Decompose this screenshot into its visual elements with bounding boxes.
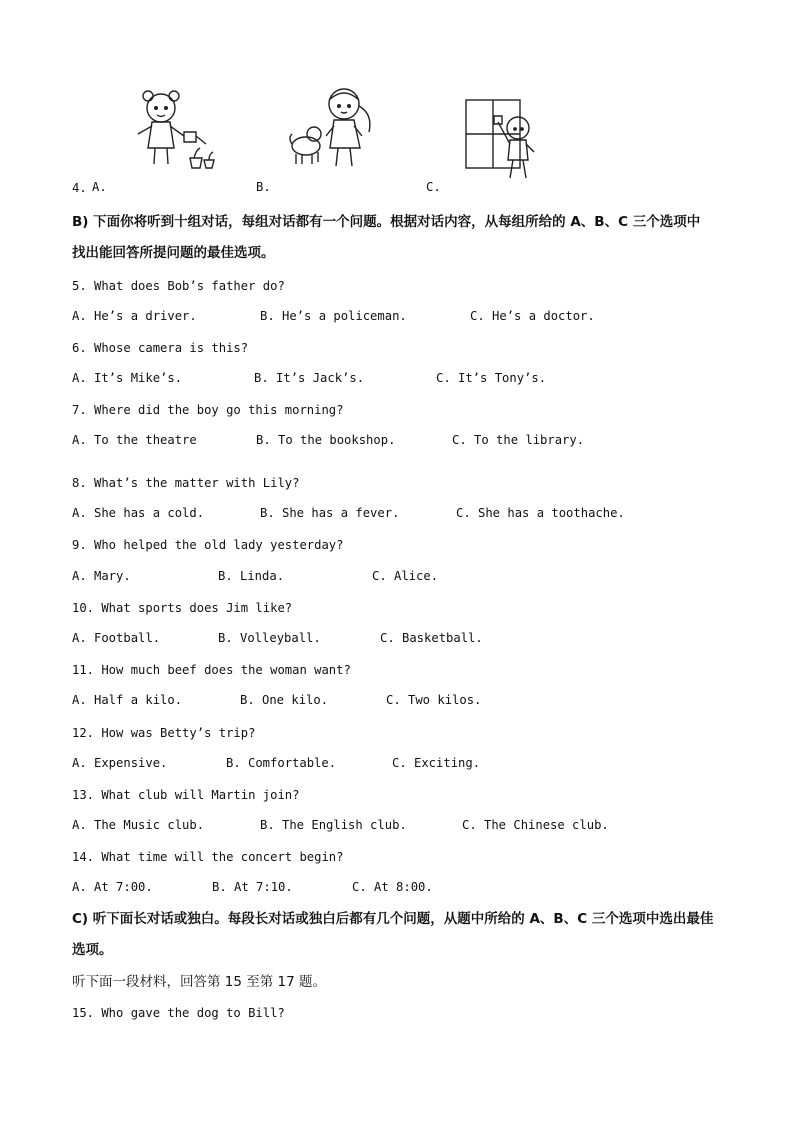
q9-option-a[interactable]: A. Mary. [72, 569, 131, 583]
girl-watering-plants-picture [128, 86, 218, 182]
q12-option-b[interactable]: B. Comfortable. [226, 756, 337, 770]
q9-option-b[interactable]: B. Linda. [218, 569, 285, 583]
q5-option-b[interactable]: B. He’s a policeman. [260, 309, 407, 323]
q12-option-c[interactable]: C. Exciting. [392, 756, 481, 770]
q7-option-b[interactable]: B. To the bookshop. [256, 433, 396, 447]
girl-with-dog-picture [288, 84, 384, 174]
q5-option-c[interactable]: C. He’s a doctor. [470, 309, 595, 323]
picture-option-a[interactable]: A. [92, 180, 107, 194]
q13-option-a[interactable]: A. The Music club. [72, 818, 205, 832]
q13-option-b[interactable]: B. The English club. [260, 818, 407, 832]
q11-option-b[interactable]: B. One kilo. [240, 693, 329, 707]
q10-option-a[interactable]: A. Football. [72, 631, 161, 645]
q11-option-c[interactable]: C. Two kilos. [386, 693, 482, 707]
question-15: 15. Who gave the dog to Bill? [72, 1006, 285, 1020]
section-c-heading-cont: 选项。 [72, 942, 113, 958]
girl-cleaning-window-picture [464, 98, 544, 184]
q6-option-c[interactable]: C. It’s Tony’s. [436, 371, 547, 385]
q14-option-c[interactable]: C. At 8:00. [352, 880, 433, 894]
q10-option-b[interactable]: B. Volleyball. [218, 631, 321, 645]
question-14: 14. What time will the concert begin? [72, 850, 344, 864]
q7-option-c[interactable]: C. To the library. [452, 433, 585, 447]
section-c-heading: C) 听下面长对话或独白。每段长对话或独白后都有几个问题，从题中所给的 A、B、C 三个选项中选出最佳 [72, 911, 714, 927]
q6-option-a[interactable]: A. It’s Mike’s. [72, 371, 183, 385]
section-b-heading-cont: 找出能回答所提问题的最佳选项。 [72, 245, 275, 261]
picture-option-c[interactable]: C. [426, 180, 441, 194]
question-10: 10. What sports does Jim like? [72, 601, 293, 615]
section-b-heading: B) 下面你将听到十组对话，每组对话都有一个问题。根据对话内容，从每组所给的 A、B、C 三个选项中 [72, 214, 701, 230]
q8-option-c[interactable]: C. She has a toothache. [456, 506, 625, 520]
section-c-instruction: 听下面一段材料，回答第 15 至第 17 题。 [72, 974, 327, 990]
q10-option-c[interactable]: C. Basketball. [380, 631, 483, 645]
q11-option-a[interactable]: A. Half a kilo. [72, 693, 183, 707]
picture-option-b[interactable]: B. [256, 180, 271, 194]
q5-option-a[interactable]: A. He’s a driver. [72, 309, 197, 323]
q14-option-a[interactable]: A. At 7:00. [72, 880, 153, 894]
question-13: 13. What club will Martin join? [72, 788, 300, 802]
q12-option-a[interactable]: A. Expensive. [72, 756, 168, 770]
q9-option-c[interactable]: C. Alice. [372, 569, 439, 583]
q13-option-c[interactable]: C. The Chinese club. [462, 818, 609, 832]
question-6: 6. Whose camera is this? [72, 341, 249, 355]
q6-option-b[interactable]: B. It’s Jack’s. [254, 371, 365, 385]
question-7: 7. Where did the boy go this morning? [72, 403, 344, 417]
question-5: 5. What does Bob’s father do? [72, 279, 285, 293]
q8-option-a[interactable]: A. She has a cold. [72, 506, 205, 520]
q8-option-b[interactable]: B. She has a fever. [260, 506, 400, 520]
q14-option-b[interactable]: B. At 7:10. [212, 880, 293, 894]
question-4-number: 4. [72, 181, 87, 195]
question-8: 8. What’s the matter with Lily? [72, 476, 300, 490]
q7-option-a[interactable]: A. To the theatre [72, 433, 197, 447]
question-12: 12. How was Betty’s trip? [72, 726, 256, 740]
question-9: 9. Who helped the old lady yesterday? [72, 538, 344, 552]
question-11: 11. How much beef does the woman want? [72, 663, 351, 677]
